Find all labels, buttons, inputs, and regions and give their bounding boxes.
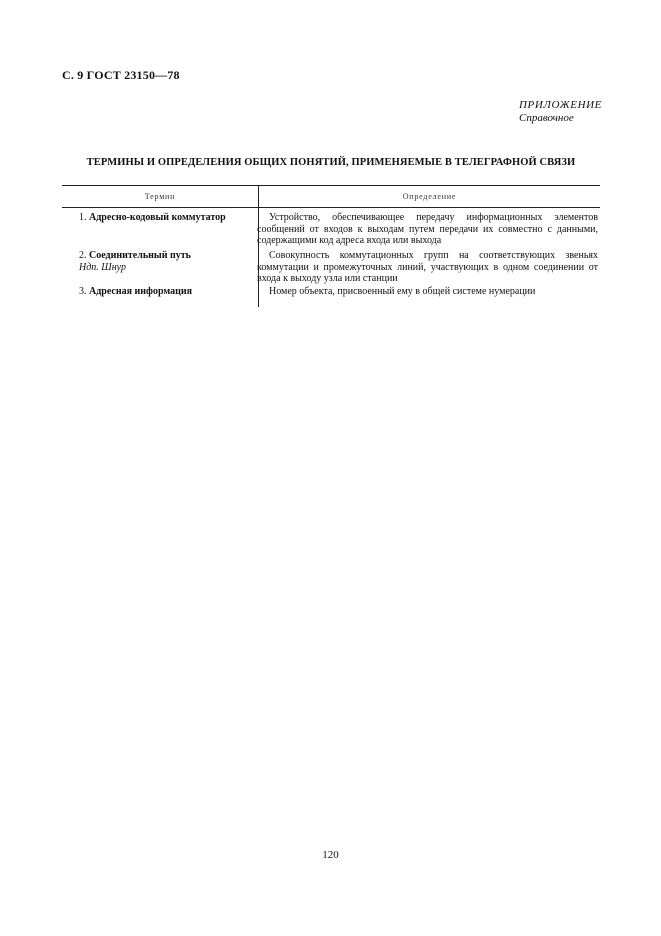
appendix-type: Справочное	[519, 112, 574, 124]
document-header: С. 9 ГОСТ 23150—78	[62, 68, 180, 82]
table-top-rule	[62, 185, 600, 186]
term-number: 2.	[79, 250, 87, 261]
term-number: 1.	[79, 212, 87, 223]
table-row-definition	[257, 286, 598, 298]
term-alternative: Ндп. Шнур	[79, 261, 126, 273]
page-number: 120	[322, 849, 339, 861]
table-header-rule	[62, 207, 600, 208]
table-row-definition	[257, 212, 598, 247]
page-title: ТЕРМИНЫ И ОПРЕДЕЛЕНИЯ ОБЩИХ ПОНЯТИЙ, ПРИМЕНЯЕМЫЕ В ТЕЛЕГРАФНОЙ СВЯЗИ	[86, 157, 576, 168]
table-row-term	[79, 286, 192, 298]
term-name: Адресная информация	[89, 286, 193, 297]
term-name: Адресно-кодовый коммутатор	[89, 212, 226, 223]
table-row-term	[79, 250, 191, 273]
appendix-label	[519, 99, 602, 125]
definition-text: Совокупность коммутационных групп на соответствующих звеньях коммутации и промежуточных линий, участвующих в одном соединении от входа к выходу узла или станции	[257, 250, 598, 284]
definition-text: Номер объекта, присвоенный ему в общей системе нумерации	[269, 286, 536, 297]
appendix-title: ПРИЛОЖЕНИЕ	[519, 99, 602, 111]
term-number: 3.	[79, 286, 87, 297]
term-name: Соединительный путь	[89, 250, 191, 261]
table-row-definition	[257, 250, 598, 285]
column-header-definition: Определение	[402, 192, 457, 201]
definition-text: Устройство, обеспечивающее передачу информационных элементов сообщений от входов к выходам путем передачи их совместно с данными, содержащими код адреса входа или выхода	[257, 212, 598, 246]
column-header-term: Термин	[144, 192, 176, 201]
terms-table	[62, 185, 600, 307]
table-row-term	[79, 212, 226, 224]
